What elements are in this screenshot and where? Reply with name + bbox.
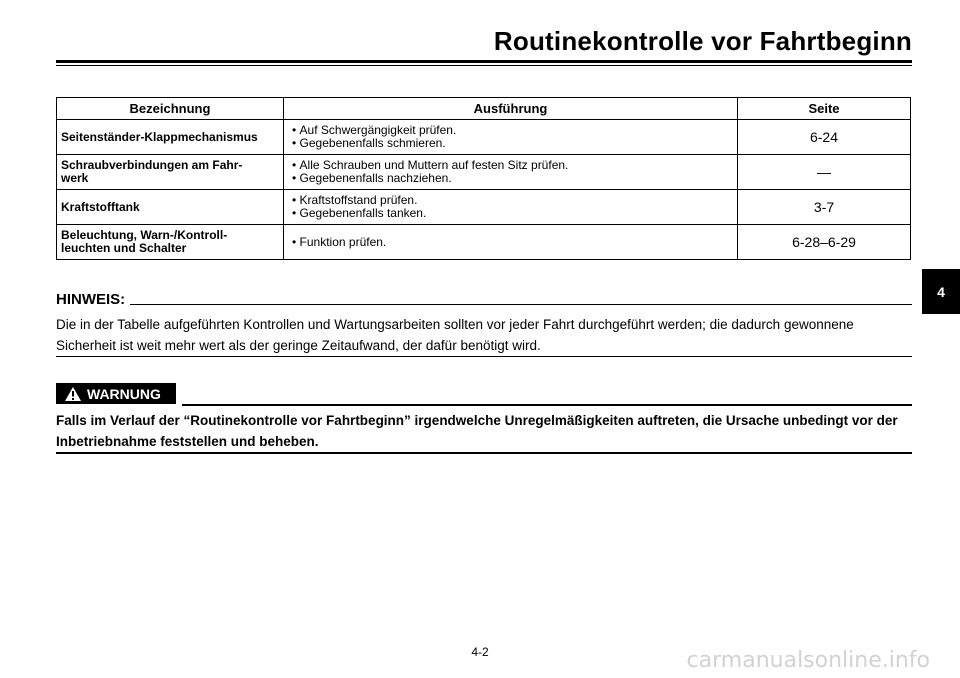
title-rule-thin — [56, 65, 912, 66]
warning-triangle-icon — [64, 386, 82, 402]
chapter-tab: 4 — [922, 269, 960, 314]
item-name-cell — [57, 225, 284, 260]
page-ref: 3-7 — [738, 190, 911, 225]
action-cell — [284, 225, 738, 260]
page-ref: 6-24 — [738, 120, 911, 155]
action-cell — [284, 155, 738, 190]
action-item: • Gegebenenfalls tanken. — [292, 207, 729, 220]
action-item: • Auf Schwergängigkeit prüfen. — [292, 124, 729, 137]
item-name-cell — [57, 155, 284, 190]
note-rule — [130, 304, 912, 305]
page-title: Routinekontrolle vor Fahrtbeginn — [493, 26, 912, 56]
page-ref: — — [738, 155, 911, 190]
page-number: 4-2 — [471, 645, 489, 659]
item-name-cont: leuchten und Schalter — [61, 241, 187, 255]
action-item: • Gegebenenfalls schmieren. — [292, 137, 729, 150]
item-name-cont: werk — [61, 171, 89, 185]
action-cell — [284, 190, 738, 225]
note-title: HINWEIS: — [56, 291, 129, 308]
item-name: Beleuchtung, Warn-/Kontroll- — [61, 228, 228, 242]
action-item: • Gegebenenfalls nachziehen. — [292, 172, 729, 185]
action-item: • Alle Schrauben und Muttern auf festen Sitz prüfen. — [292, 159, 729, 172]
column-header-bezeichnung: Bezeichnung — [57, 98, 284, 120]
inspection-table — [56, 97, 911, 260]
page-ref: 6-28–6-29 — [738, 225, 911, 260]
table-row — [57, 190, 911, 225]
item-name: Kraftstofftank — [61, 199, 140, 214]
note-text: Die in der Tabelle aufgeführten Kontrollen und Wartungsarbeiten sollten vor jeder Fahrt durchgeführt werden; die dadurch gewonnene Sicherheit ist weit mehr wert als der geringe Zeitaufwand, der dafür benötigt wird. — [56, 317, 854, 353]
item-name: Seitenständer-Klappmechanismus — [61, 129, 258, 144]
item-name: Schraubverbindungen am Fahr- — [61, 158, 243, 172]
table-row — [57, 120, 911, 155]
table-row — [57, 225, 911, 260]
action-item: • Funktion prüfen. — [292, 236, 729, 249]
item-name-cell — [57, 120, 284, 155]
column-header-ausfuehrung: Ausführung — [284, 98, 738, 120]
warning-bottom-rule — [56, 452, 912, 454]
column-header-seite: Seite — [738, 98, 911, 120]
title-rule-thick — [56, 60, 912, 63]
warning-rule — [182, 404, 912, 406]
warning-badge — [56, 383, 176, 404]
item-name-cell — [57, 190, 284, 225]
note-bottom-rule — [56, 356, 912, 357]
action-item: • Kraftstoffstand prüfen. — [292, 194, 729, 207]
warning-label: WARNUNG — [87, 385, 161, 402]
watermark: carmanualsonline.info — [686, 648, 930, 673]
table-header-row — [57, 98, 911, 120]
table-row — [57, 155, 911, 190]
warning-text: Falls im Verlauf der “Routinekontrolle vor Fahrtbeginn” irgendwelche Unregelmäßigkeiten auftreten, die Ursache unbedingt vor der Inbetriebnahme feststellen und beheben. — [56, 413, 898, 449]
action-cell — [284, 120, 738, 155]
